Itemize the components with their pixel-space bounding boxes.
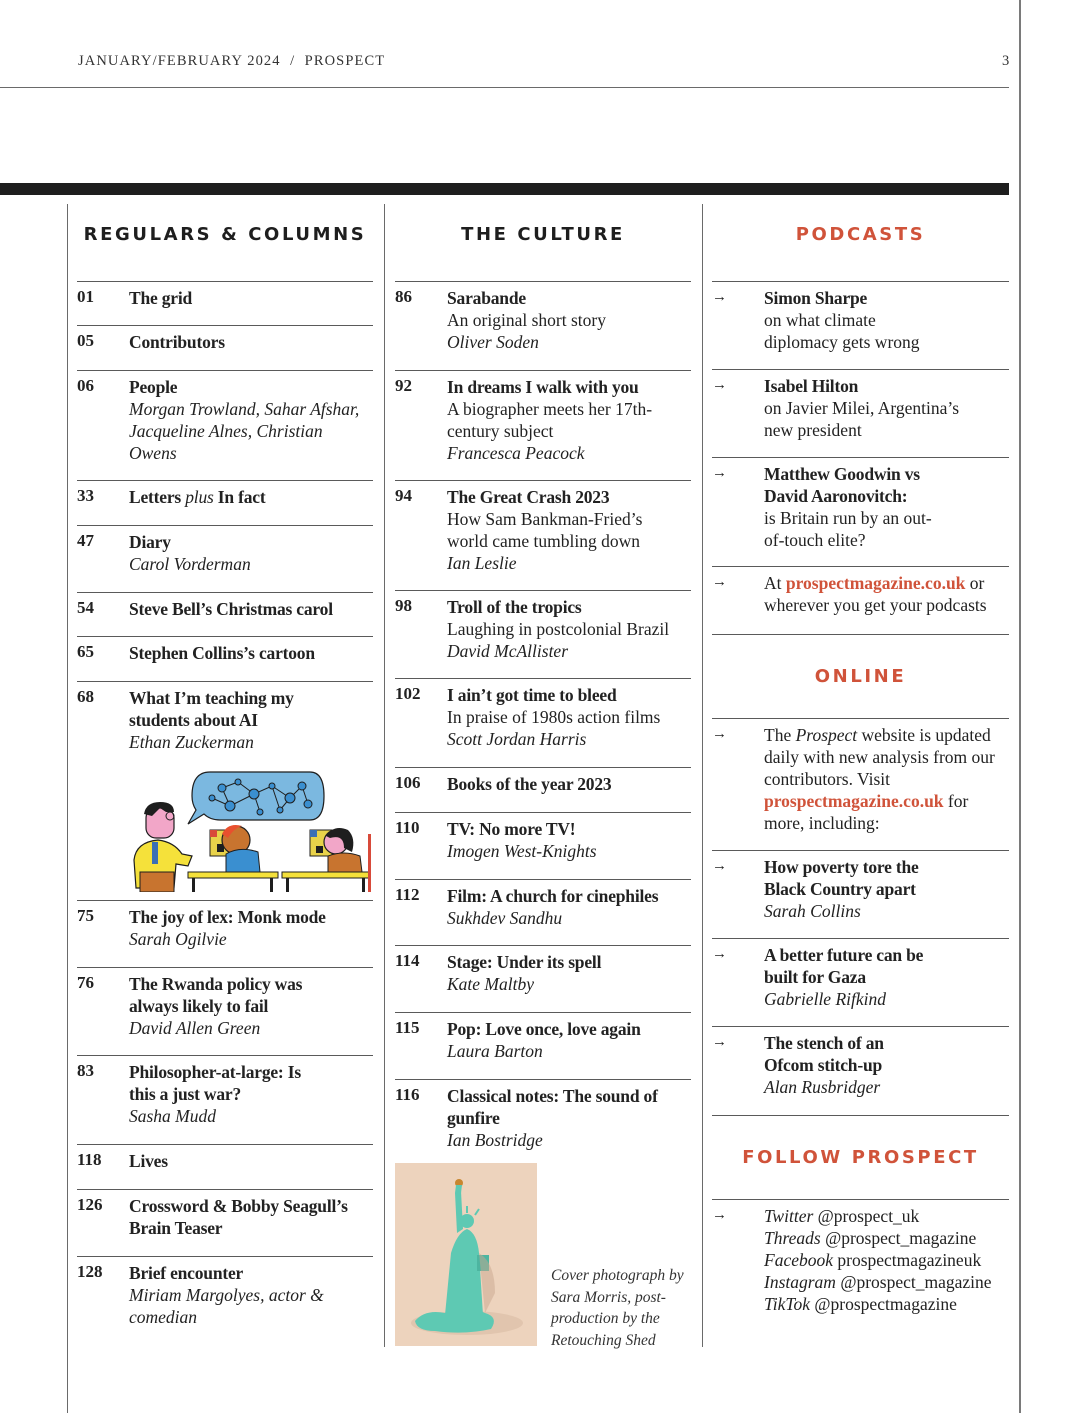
toc-entry[interactable] (395, 1079, 691, 1151)
entry-author: Oliver Soden (447, 332, 539, 352)
entry-author: Imogen West-Knights (447, 841, 597, 861)
section-divider (712, 634, 1009, 635)
podcast-entry[interactable] (712, 457, 1009, 551)
section-heading: THE CULTURE (461, 224, 625, 245)
toc-entry[interactable] (77, 900, 373, 950)
entry-author: David Allen Green (129, 1018, 261, 1038)
page-ref: 65 (77, 642, 94, 661)
page-number: 3 (1002, 53, 1010, 69)
toc-entry[interactable] (77, 681, 373, 753)
page-ref: 83 (77, 1061, 94, 1080)
entry-author: Morgan Trowland, Sahar Afshar, Jacqueline Alnes, Christian Owens (129, 399, 360, 463)
page-ref: 92 (395, 376, 412, 395)
toc-entry[interactable] (395, 879, 691, 929)
entry-author: Carol Vorderman (129, 554, 251, 574)
entry-title: Books of the year 2023 (447, 774, 612, 794)
column-rule (67, 204, 68, 1413)
entry-title: Contributors (129, 332, 225, 352)
footer-text: At (764, 573, 786, 593)
toc-entry[interactable] (77, 325, 373, 353)
entry-title: Lives (129, 1151, 168, 1171)
entry-author: Scott Jordan Harris (447, 729, 587, 749)
entry-title: What I’m teaching my students about AI (129, 688, 294, 730)
section-heading: PODCASTS (795, 224, 926, 245)
page-ref: 126 (77, 1195, 103, 1214)
entry-title: Crossword & Bobby Seagull’s Brain Teaser (129, 1196, 348, 1238)
network-name: TikTok (764, 1294, 811, 1314)
entry-title: The joy of lex: Monk mode (129, 907, 326, 927)
entry-title: Matthew Goodwin vs David Aaronovitch: (764, 464, 920, 506)
entry-author: Sarah Ogilvie (129, 929, 227, 949)
entry-title: Classical notes: The sound of gunfire (447, 1086, 658, 1128)
entry-title: Brief encounter (129, 1263, 244, 1283)
toc-entry[interactable] (395, 678, 691, 750)
toc-entry[interactable] (395, 812, 691, 862)
entry-title: TV: No more TV! (447, 819, 576, 839)
network-name: Facebook (764, 1250, 833, 1270)
entry-title: A better future can be built for Gaza (764, 945, 924, 987)
entry-author: Ian Bostridge (447, 1130, 543, 1150)
social-instagram[interactable] (764, 1271, 1009, 1293)
entry-subtitle: Laughing in postcolonial Brazil (447, 619, 670, 639)
entry-title: The grid (129, 288, 193, 308)
title-italic: plus (185, 487, 214, 507)
entry-title: Steve Bell’s Christmas carol (129, 599, 333, 619)
page-ref: 05 (77, 331, 94, 350)
entry-subtitle: on what climate diplomacy gets wrong (764, 310, 920, 352)
social-threads[interactable] (764, 1227, 1009, 1249)
podcast-entry[interactable] (712, 281, 1009, 353)
podcasts-column (712, 204, 1009, 1347)
page-ref: 118 (77, 1150, 102, 1169)
page-ref: 47 (77, 531, 94, 550)
entry-author: Ethan Zuckerman (129, 732, 254, 752)
handle: @prospect_magazine (840, 1272, 992, 1292)
handle: @prospect_uk (817, 1206, 920, 1226)
toc-entry[interactable] (395, 370, 691, 464)
entry-title: Stephen Collins’s cartoon (129, 643, 315, 663)
entry-title: The Rwanda policy was always likely to fail (129, 974, 303, 1016)
arrow-icon: → (712, 465, 727, 481)
toc-entry[interactable] (77, 592, 373, 620)
column-rule (384, 204, 385, 1347)
page-ref: 68 (77, 687, 94, 706)
toc-entry[interactable] (395, 1012, 691, 1062)
toc-entry[interactable] (77, 1256, 373, 1328)
page-ref: 114 (395, 951, 420, 970)
social-twitter[interactable] (764, 1205, 1009, 1227)
page-ref: 75 (77, 906, 94, 925)
page-ref: 54 (77, 598, 94, 617)
entry-author: Kate Maltby (447, 974, 534, 994)
toc-entry[interactable] (77, 281, 373, 309)
ai-classroom-illustration (130, 768, 375, 892)
page-ref: 86 (395, 287, 412, 306)
arrow-icon: → (712, 377, 727, 393)
running-head: JANUARY/FEBRUARY 2024 / PROSPECT (78, 53, 386, 69)
intro-italic: Prospect (795, 725, 858, 745)
toc-entry[interactable] (395, 590, 691, 662)
page-edge (1019, 0, 1021, 1413)
entry-title: Troll of the tropics (447, 597, 582, 617)
entry-subtitle: is Britain run by an out-of-touch elite? (764, 508, 932, 550)
section-divider (712, 1115, 1009, 1116)
section-heading: ONLINE (814, 666, 907, 687)
toc-entry[interactable] (77, 636, 373, 664)
entry-title: People (129, 377, 178, 397)
entry-author: Sasha Mudd (129, 1106, 217, 1126)
entry-subtitle: How Sam Bankman-Fried’s world came tumbling down (447, 509, 643, 551)
handle: prospectmagazineuk (837, 1250, 982, 1270)
entry-author: Laura Barton (447, 1041, 543, 1061)
podcast-footer (712, 566, 1009, 616)
page-ref: 01 (77, 287, 94, 306)
network-name: Instagram (764, 1272, 836, 1292)
social-facebook[interactable] (764, 1249, 1009, 1271)
column-rule (702, 204, 703, 1347)
toc-entry[interactable] (77, 967, 373, 1039)
social-list (712, 1199, 1009, 1315)
entry-title: In dreams I walk with you (447, 377, 639, 397)
entry-author: Francesca Peacock (447, 443, 585, 463)
entry-subtitle: In praise of 1980s action films (447, 707, 661, 727)
section-heading: FOLLOW PROSPECT (742, 1147, 979, 1168)
entry-subtitle: on Javier Milei, Argentina’s new president (764, 398, 960, 440)
toc-entry[interactable] (77, 370, 373, 464)
page-ref: 110 (395, 818, 420, 837)
podcast-link[interactable]: prospectmagazine.co.uk (785, 573, 966, 593)
toc-entry[interactable] (395, 767, 691, 795)
entry-title: Philosopher-at-large: Is this a just war? (129, 1062, 301, 1104)
online-entry[interactable] (712, 1026, 1009, 1098)
network-name: Threads (764, 1228, 821, 1248)
arrow-icon: → (712, 858, 727, 874)
entry-title: How poverty tore the Black Country apart (764, 857, 919, 899)
website-link[interactable]: prospectmagazine.co.uk (764, 791, 944, 811)
online-intro (712, 718, 1009, 834)
entry-author: Alan Rusbridger (764, 1077, 881, 1097)
network-name: Twitter (764, 1206, 814, 1226)
arrow-icon: → (712, 289, 727, 305)
entry-title: Simon Sharpe (764, 288, 868, 308)
entry-title: The stench of an Ofcom stitch-up (764, 1033, 884, 1075)
page-ref: 33 (77, 486, 94, 505)
entry-title: The Great Crash 2023 (447, 487, 610, 507)
contents-bar (0, 183, 1009, 195)
entry-title (129, 486, 373, 508)
entry-subtitle: An original short story (447, 310, 606, 330)
entry-title: Isabel Hilton (764, 376, 859, 396)
podcast-entry[interactable] (712, 369, 1009, 441)
entry-title: Diary (129, 532, 171, 552)
toc-entry[interactable] (77, 1144, 373, 1172)
entry-subtitle: A biographer meets her 17th-century subject (447, 399, 653, 441)
entry-title: Sarabande (447, 288, 526, 308)
intro-text: for more, including: (764, 791, 969, 833)
entry-author: Miriam Margolyes, actor & comedian (129, 1285, 324, 1327)
page-ref: 115 (395, 1018, 420, 1037)
arrow-icon: → (712, 726, 727, 742)
toc-entry[interactable] (77, 1055, 373, 1127)
cover-caption: Cover photograph by Sara Morris, post-production by the Retouching Shed (551, 1267, 684, 1349)
page-ref: 116 (395, 1085, 420, 1104)
footer-text: or wherever you get your podcasts (764, 573, 987, 615)
handle: @prospect_magazine (825, 1228, 977, 1248)
title-part: Letters (129, 487, 182, 507)
page-ref: 112 (395, 885, 420, 904)
intro-text: website is updated daily with new analysis from our contributors. Visit (764, 725, 995, 789)
toc-entry[interactable] (395, 945, 691, 995)
section-heading: REGULARS & COLUMNS (83, 224, 367, 245)
entry-author: Sarah Collins (764, 901, 861, 921)
page-ref: 94 (395, 486, 412, 505)
social-tiktok[interactable] (764, 1293, 1009, 1315)
intro-text: The (764, 725, 796, 745)
handle: @prospectmagazine (814, 1294, 957, 1314)
entry-author: Gabrielle Rifkind (764, 989, 886, 1009)
page-ref: 102 (395, 684, 421, 703)
page-ref: 98 (395, 596, 412, 615)
toc-entry[interactable] (77, 1189, 373, 1239)
arrow-icon: → (712, 1207, 727, 1223)
entry-author: David McAllister (447, 641, 569, 661)
arrow-icon: → (712, 574, 727, 590)
page-ref: 106 (395, 773, 421, 792)
title-part: In fact (217, 487, 266, 507)
entry-title: Film: A church for cinephiles (447, 886, 659, 906)
online-entry[interactable] (712, 850, 1009, 922)
cover-photograph (395, 1163, 537, 1346)
entry-author: Sukhdev Sandhu (447, 908, 563, 928)
entry-title: Pop: Love once, love again (447, 1019, 641, 1039)
page-ref: 76 (77, 973, 94, 992)
page-ref: 06 (77, 376, 94, 395)
toc-entry[interactable] (77, 525, 373, 575)
toc-entry[interactable] (77, 480, 373, 508)
toc-entry[interactable] (395, 480, 691, 574)
entry-author: Ian Leslie (447, 553, 517, 573)
online-entry[interactable] (712, 938, 1009, 1010)
arrow-icon: → (712, 1034, 727, 1050)
entry-title: I ain’t got time to bleed (447, 685, 617, 705)
toc-entry[interactable] (395, 281, 691, 353)
header-rule (0, 87, 1009, 88)
arrow-icon: → (712, 946, 727, 962)
entry-title: Stage: Under its spell (447, 952, 602, 972)
page-ref: 128 (77, 1262, 103, 1281)
